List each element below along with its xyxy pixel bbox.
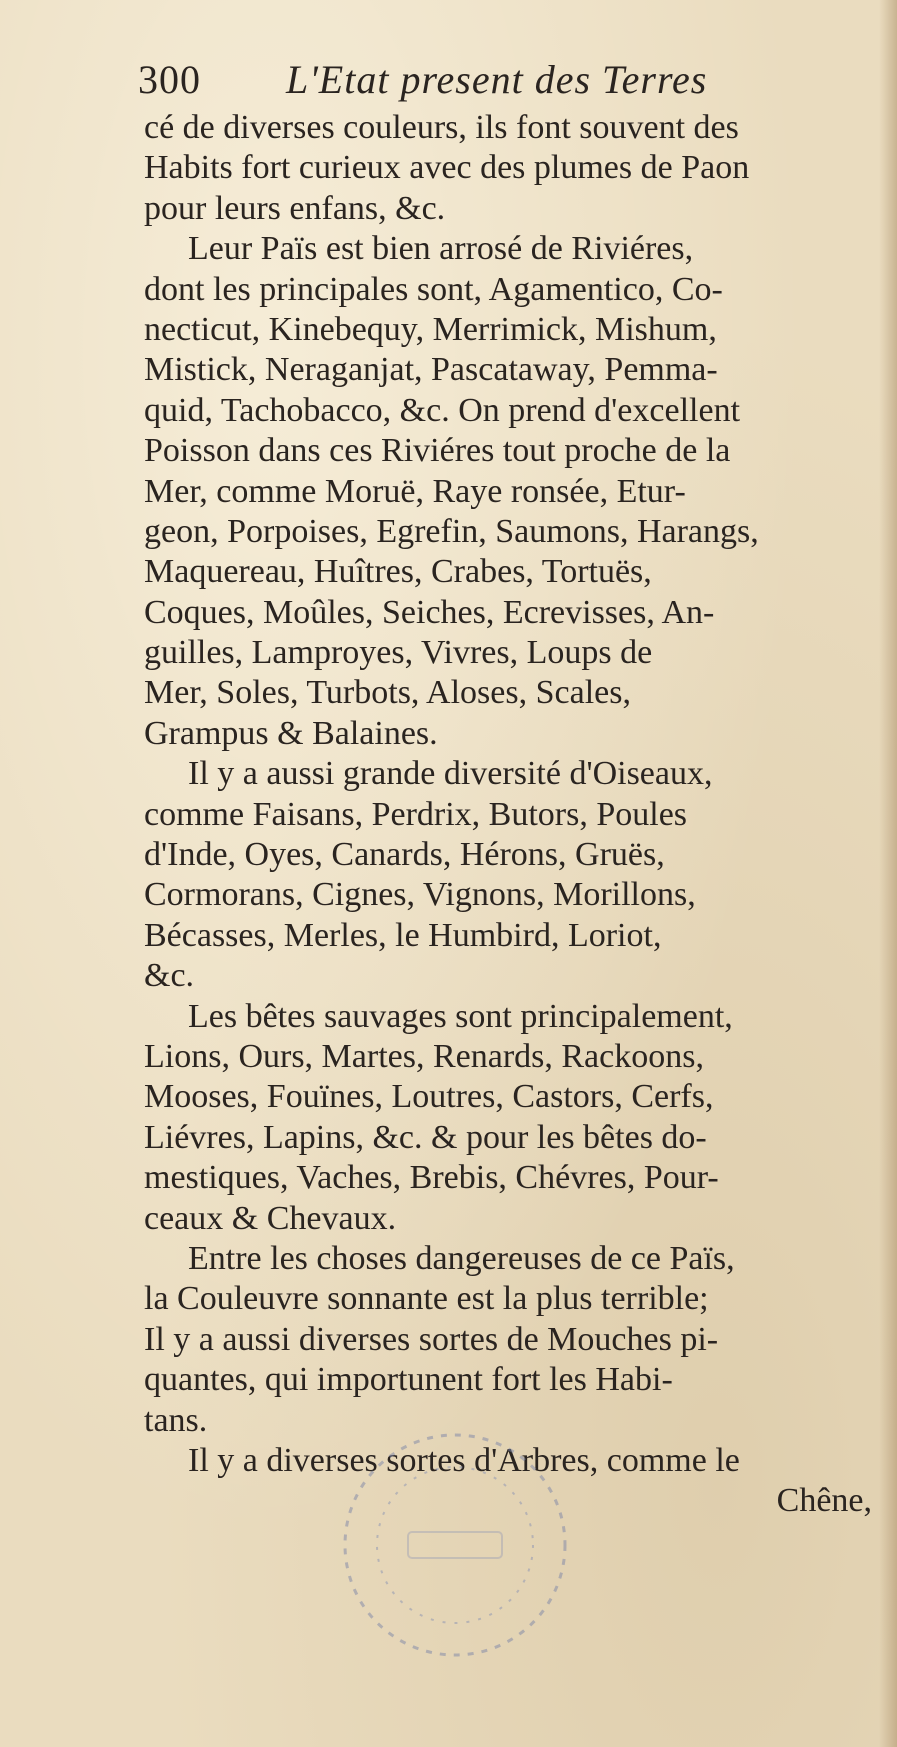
paragraph-start-line[interactable]: Il y a diverses sortes d'Arbres, comme le xyxy=(188,1441,740,1479)
text-line[interactable]: Liévres, Lapins, &c. & pour les bêtes do- xyxy=(144,1118,707,1156)
text-line[interactable]: pour leurs enfans, &c. xyxy=(144,189,446,227)
text-line[interactable]: Mer, comme Moruë, Raye ronsée, Etur- xyxy=(144,472,686,510)
text-line[interactable]: Mer, Soles, Turbots, Aloses, Scales, xyxy=(144,674,631,712)
text-line[interactable]: guilles, Lamproyes, Vivres, Loups de xyxy=(144,634,653,672)
text-line[interactable]: Bécasses, Merles, le Humbird, Loriot, xyxy=(144,916,662,954)
text-line[interactable]: d'Inde, Oyes, Canards, Hérons, Gruës, xyxy=(144,836,665,874)
library-stamp-icon xyxy=(330,1420,580,1670)
text-line[interactable]: quid, Tachobacco, &c. On prend d'excellent xyxy=(144,391,741,429)
paragraph-start-line[interactable]: Entre les choses dangereuses de ce Païs, xyxy=(188,1239,735,1277)
text-line[interactable]: Poisson dans ces Riviéres tout proche de la xyxy=(144,432,731,470)
text-line[interactable]: Coques, Moûles, Seiches, Ecrevisses, An- xyxy=(144,593,715,631)
text-line[interactable]: quantes, qui importunent fort les Habi- xyxy=(144,1361,673,1399)
catchword-line[interactable]: Chêne, xyxy=(776,1482,872,1520)
text-line[interactable]: dont les principales sont, Agamentico, Co- xyxy=(144,270,723,308)
body-text xyxy=(144,108,872,1522)
text-line[interactable]: Mooses, Fouïnes, Loutres, Castors, Cerfs, xyxy=(144,1078,714,1116)
text-line[interactable]: comme Faisans, Perdrix, Butors, Poules xyxy=(144,795,688,833)
text-line[interactable]: Cormorans, Cignes, Vignons, Morillons, xyxy=(144,876,696,914)
text-line[interactable]: &c. xyxy=(144,957,195,995)
text-line[interactable]: Maquereau, Huîtres, Crabes, Tortuës, xyxy=(144,553,652,591)
paragraph-start-line[interactable]: Leur Païs est bien arrosé de Riviéres, xyxy=(188,230,694,268)
text-line[interactable]: la Couleuvre sonnante est la plus terrible; xyxy=(144,1280,709,1318)
paragraph-start-line[interactable]: Les bêtes sauvages sont principalement, xyxy=(188,997,733,1035)
text-line[interactable]: geon, Porpoises, Egrefin, Saumons, Harangs, xyxy=(144,512,759,550)
paragraph-start-line[interactable]: Il y a aussi grande diversité d'Oiseaux, xyxy=(188,755,713,793)
text-line[interactable]: Mistick, Neraganjat, Pascataway, Pemma- xyxy=(144,351,718,389)
text-line[interactable]: Lions, Ours, Martes, Renards, Rackoons, xyxy=(144,1037,704,1075)
page-header xyxy=(138,52,878,108)
text-line[interactable]: mestiques, Vaches, Brebis, Chévres, Pour- xyxy=(144,1159,719,1197)
text-line[interactable]: cé de diverses couleurs, ils font souvent des xyxy=(144,109,739,146)
running-head: L'Etat present des Terres xyxy=(286,57,708,102)
text-line[interactable]: tans. xyxy=(144,1401,208,1439)
text-line[interactable]: necticut, Kinebequy, Merrimick, Mishum, xyxy=(144,310,717,348)
text-line[interactable]: Habits fort curieux avec des plumes de Paon xyxy=(144,149,750,187)
page-edge-shadow xyxy=(879,0,897,1747)
text-line[interactable]: Il y a aussi diverses sortes de Mouches pi- xyxy=(144,1320,719,1358)
page-number: 300 xyxy=(138,57,201,102)
text-line[interactable]: Grampus & Balaines. xyxy=(144,714,438,752)
text-line[interactable]: ceaux & Chevaux. xyxy=(144,1199,397,1237)
